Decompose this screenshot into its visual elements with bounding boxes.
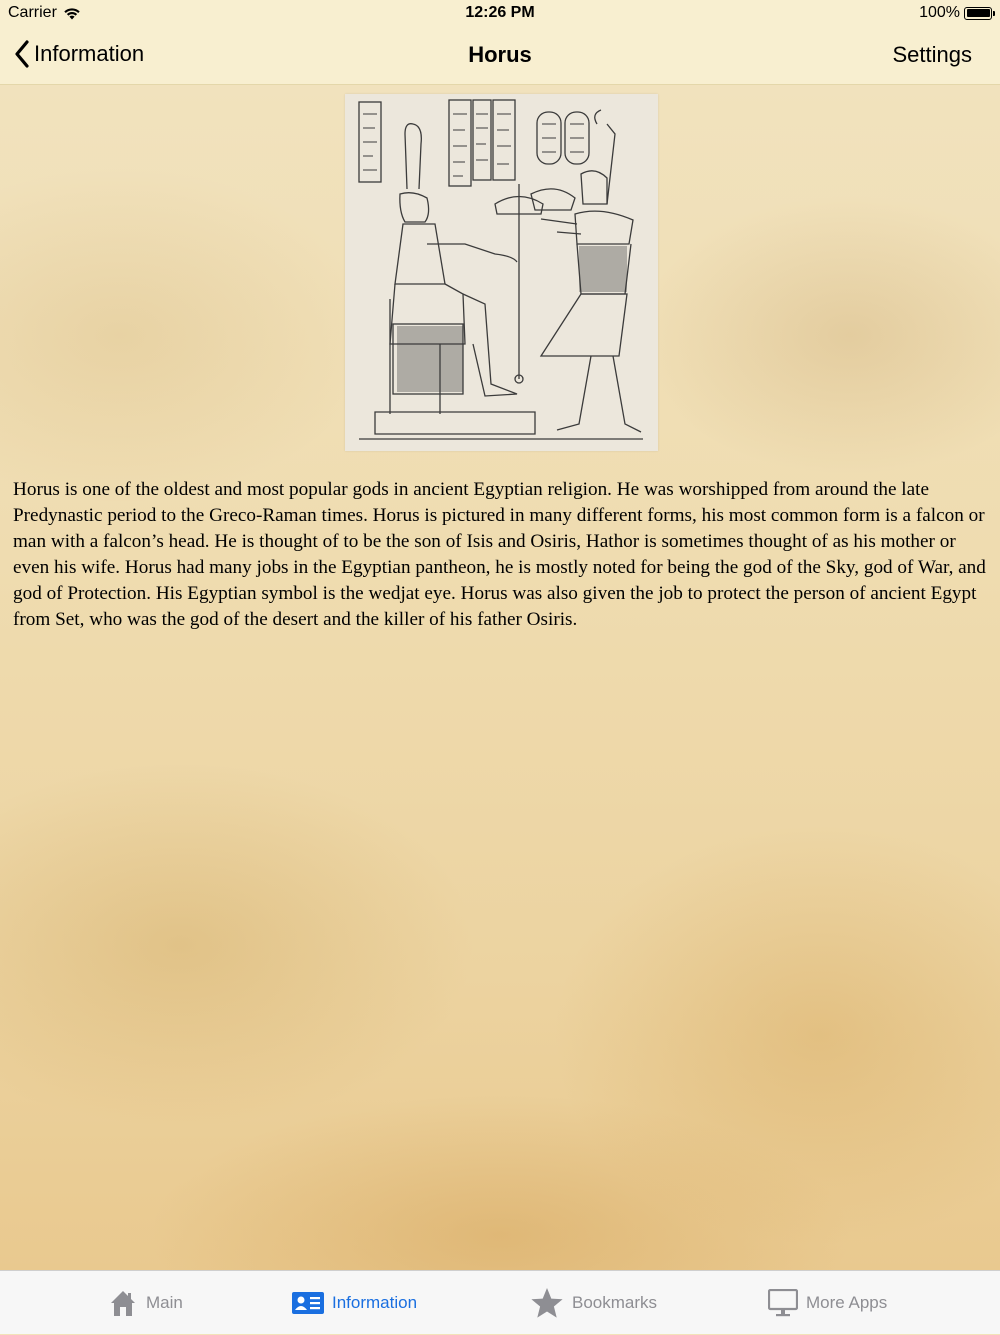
tab-information[interactable] [292, 1271, 417, 1335]
battery-percent: 100% [919, 4, 960, 21]
article-text: Horus is one of the oldest and most popular gods in ancient Egyptian religion. He was worshipped from around the late Predynastic period to the Greco-Raman times. Horus is pictured in many different forms, his most common form is a falcon or man with a falcon’s head. He is thought of to be the son of Isis and Osiris, Hathor is sometimes thought of as his mother or even his wife. Horus had many jobs in the Egyptian pantheon, he is mostly noted for being the god of the Sky, god of War, and god of Protection. His Egyptian symbol is the wedjat eye. Horus was also given the job to protect the person of ancient Egypt from Set, who was the god of the desert and the killer of his father Osiris. [13, 479, 986, 630]
id-card-icon [292, 1291, 324, 1315]
status-bar [0, 0, 1000, 26]
tab-bookmarks-label: Bookmarks [572, 1293, 658, 1312]
back-button[interactable] [14, 40, 144, 68]
egyptian-relief-illustration [345, 94, 658, 451]
tab-main[interactable] [108, 1271, 183, 1335]
tab-bar [0, 1270, 1000, 1334]
clock: 12:26 PM [465, 4, 535, 21]
back-button-label: Information [34, 41, 145, 66]
tab-main-label: Main [146, 1293, 183, 1312]
monitor-icon [768, 1289, 798, 1317]
tab-more-apps[interactable] [768, 1271, 887, 1335]
chevron-left-icon [14, 40, 30, 68]
carrier-label: Carrier [8, 4, 57, 21]
star-icon [530, 1287, 564, 1319]
content-area [0, 85, 1000, 1270]
tab-information-label: Information [332, 1293, 418, 1312]
house-icon [108, 1288, 138, 1318]
page-title: Horus [468, 42, 532, 67]
tab-more-apps-label: More Apps [806, 1293, 888, 1312]
navigation-bar [0, 26, 1000, 85]
tab-bookmarks[interactable] [530, 1271, 657, 1335]
battery-indicator [919, 4, 992, 22]
horus-illustration [345, 94, 658, 451]
battery-icon [964, 7, 992, 20]
settings-button[interactable]: Settings [892, 42, 972, 67]
